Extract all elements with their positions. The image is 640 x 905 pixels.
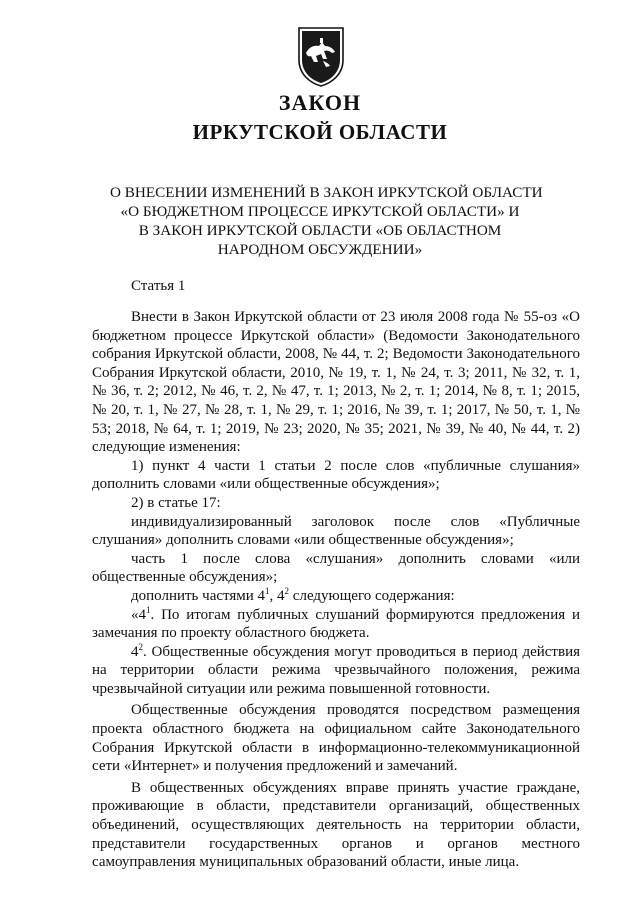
paragraph-add-parts (92, 587, 580, 606)
paragraph-heading-change: индивидуализированный заголовок после слов «Публичные слушания» дополнить словами «или общественные обсуждения»; (92, 513, 580, 549)
subtitle-line: В ЗАКОН ИРКУТСКОЙ ОБЛАСТИ «ОБ ОБЛАСТНОМ (138, 222, 502, 239)
text-span: дополнить частями 4 (131, 587, 266, 604)
paragraph-part-4-2 (92, 643, 580, 699)
paragraph-part-4-1 (92, 606, 580, 643)
text-span: . Общественные обсуждения могут проводиться в период действия на территории области режима чрезвычайного положения, режима чрезвычайной ситуации или режима повышенной готовности. (92, 643, 580, 697)
irkutsk-coat-of-arms-icon (296, 26, 346, 88)
superscript: 1 (265, 585, 270, 596)
paragraph-intro: Внести в Закон Иркутской области от 23 июля 2008 года № 55-оз «О бюджетном процессе Иркутской области» (Ведомости Законодательного собрания Иркутской области, 2008, № 44, т. 2; Ведомости Законодательного Собрания Иркутской области, 2010, № 19, т. 1, № 24, т. 3; 2011, № 32, т. 1, № 36, т. 2; 2012, № 46, т. 2, № 47, т. 1; 2013, № 2, т. 1; 2014, № 8, т. 1; 2015, № 20, т. 1, № 27, № 28, т. 1, № 29, т. 1; 2016, № 39, т. 1; 2017, № 50, т. 1, № 53; 2018, № 64, т. 1; 2019, № 23; 2020, № 35; 2021, № 39, № 40, № 44, т. 2) следующие изменения: (92, 309, 580, 456)
document-title-region: ИРКУТСКОЙ ОБЛАСТИ (192, 120, 448, 144)
superscript: 2 (138, 641, 143, 652)
text-span: 4 (131, 643, 139, 660)
article-label: Статья 1 (131, 278, 186, 294)
paragraph-item-1: 1) пункт 4 части 1 статьи 2 после слов «публичные слушания» дополнить словами «или общественные обсуждения»; (92, 457, 580, 493)
paragraph-item-2: 2) в статье 17: (131, 494, 221, 511)
text-span: , 4 (269, 587, 285, 604)
paragraph-discussion-method: Общественные обсуждения проводятся посредством размещения проекта областного бюджета на официальном сайте Законодательного Собрания Иркутской области в информационно-телекоммуникационной сети «Интернет» и получения предложений и замечаний. (92, 702, 580, 775)
subtitle-line: О ВНЕСЕНИИ ИЗМЕНЕНИЙ В ЗАКОН ИРКУТСКОЙ ОБЛАСТИ (110, 184, 543, 201)
law-subject-heading (110, 183, 543, 259)
paragraph-part-1-change: часть 1 после слова «слушания» дополнить словами «или общественные обсуждения»; (92, 550, 580, 586)
text-span: «4 (131, 606, 146, 623)
subtitle-line: НАРОДНОМ ОБСУЖДЕНИИ» (217, 241, 423, 258)
text-span: следующего содержания: (289, 587, 455, 604)
superscript: 1 (146, 604, 151, 615)
paragraph-participants: В общественных обсуждениях вправе принять участие граждане, проживающие в области, представители организаций, общественных объединений, осуществляющих деятельность на территории области, представители государственных органов и органов местного самоуправления муниципальных образований области, иные лица. (92, 779, 580, 871)
subtitle-line: «О БЮДЖЕТНОМ ПРОЦЕССЕ ИРКУТСКОЙ ОБЛАСТИ» И (120, 203, 520, 220)
document-title: ЗАКОН (278, 90, 362, 115)
superscript: 2 (284, 585, 290, 596)
article-body (92, 308, 580, 872)
text-span: . По итогам публичных слушаний формируются предложения и замечания по проекту областного бюджета. (92, 606, 580, 642)
